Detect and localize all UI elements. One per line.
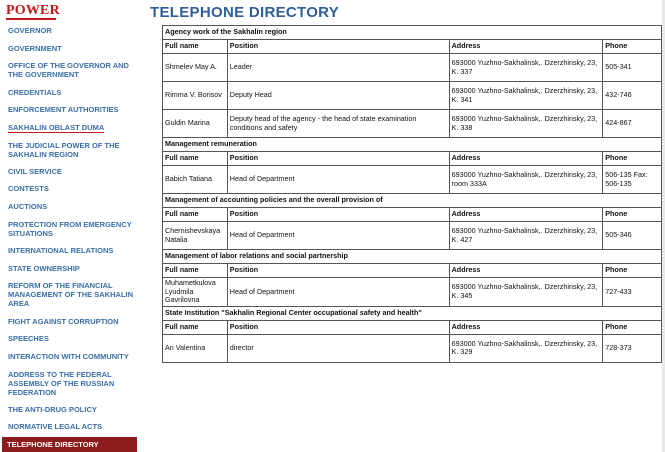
nav-item-label: TELEPHONE DIRECTORY: [7, 440, 99, 449]
column-header-row: [163, 208, 662, 222]
column-header: Position: [227, 320, 449, 334]
column-header: Phone: [603, 264, 662, 278]
brand-underline: [6, 18, 56, 20]
table-row: [163, 334, 662, 362]
table-cell: 693000 Yuzhno-Sakhalinsk,. Dzerzhinsky, 23, room 333A: [449, 166, 603, 194]
table-cell: Head of Department: [227, 166, 449, 194]
nav-item-governor[interactable]: GOVERNOR: [8, 26, 52, 35]
column-header: Position: [227, 40, 449, 54]
table-cell: director: [227, 334, 449, 362]
column-header: Full name: [163, 264, 228, 278]
nav-item-emergency[interactable]: PROTECTION FROM EMERGENCY SITUATIONS: [8, 220, 132, 238]
nav-item-government[interactable]: GOVERNMENT: [8, 44, 62, 53]
table-cell: An Valentina: [163, 334, 228, 362]
column-header-row: [163, 40, 662, 54]
table-row: [163, 278, 662, 307]
nav-item-duma[interactable]: SAKHALIN OBLAST DUMA: [8, 123, 105, 132]
nav-item-reform[interactable]: REFORM OF THE FINANCIAL MANAGEMENT OF THE SAKHALIN AREA: [8, 281, 133, 308]
column-header: Address: [449, 152, 603, 166]
column-header-row: [163, 152, 662, 166]
nav-item-international[interactable]: INTERNATIONAL RELATIONS: [8, 246, 114, 255]
column-header: Position: [227, 264, 449, 278]
nav-item-speeches[interactable]: SPEECHES: [8, 334, 49, 343]
table-cell: 727-433: [603, 278, 662, 307]
table-cell: 432-746: [603, 82, 662, 110]
directory-table: [162, 25, 662, 363]
table-cell: Muhametkulova Lyudmila Gavrilovna: [163, 278, 228, 307]
table-cell: Guldin Marina: [163, 110, 228, 138]
column-header-row: [163, 264, 662, 278]
sidebar: [0, 0, 140, 452]
table-cell: 728-373: [603, 334, 662, 362]
column-header: Full name: [163, 152, 228, 166]
table-cell: Rimma V. Borisov: [163, 82, 228, 110]
column-header: Position: [227, 152, 449, 166]
section-header-row: [163, 250, 662, 264]
section-header-row: [163, 26, 662, 40]
nav-item-state-ownership[interactable]: STATE OWNERSHIP: [8, 264, 80, 273]
column-header-row: [163, 320, 662, 334]
table-cell: 505-346: [603, 222, 662, 250]
nav-item-federal-address[interactable]: ADDRESS TO THE FEDERAL ASSEMBLY OF THE RUSSIAN FEDERATION: [8, 370, 115, 397]
nav-item-enforcement[interactable]: ENFORCEMENT AUTHORITIES: [8, 105, 119, 114]
column-header: Phone: [603, 320, 662, 334]
table-cell: Head of Department: [227, 278, 449, 307]
section-title: Management remuneration: [163, 138, 662, 152]
table-cell: 424-867: [603, 110, 662, 138]
column-header: Address: [449, 264, 603, 278]
column-header: Full name: [163, 320, 228, 334]
nav-item-auctions[interactable]: AUCTIONS: [8, 202, 48, 211]
table-row: [163, 82, 662, 110]
table-cell: 693000 Yuzhno-Sakhalinsk,. Dzerzhinsky, 23, K. 338: [449, 110, 603, 138]
table-cell: 693000 Yuzhno-Sakhalinsk,. Dzerzhinsky, 23, K. 427: [449, 222, 603, 250]
column-header: Full name: [163, 40, 228, 54]
table-cell: 505-341: [603, 54, 662, 82]
column-header: Phone: [603, 208, 662, 222]
table-cell: 693000 Yuzhno-Sakhalinsk,. Dzerzhinsky, 23, K. 341: [449, 82, 603, 110]
column-header: Address: [449, 208, 603, 222]
table-cell: Deputy head of the agency - the head of state examination conditions and safety: [227, 110, 449, 138]
nav-item-corruption[interactable]: FIGHT AGAINST CORRUPTION: [8, 317, 119, 326]
nav-item-legal-acts[interactable]: NORMATIVE LEGAL ACTS: [8, 422, 103, 431]
nav-item-office[interactable]: OFFICE OF THE GOVERNOR AND THE GOVERNMENT: [8, 61, 129, 79]
section-title: Management of accounting policies and the overall provision of: [163, 194, 662, 208]
table-cell: 693000 Yuzhno-Sakhalinsk,. Dzerzhinsky, 23, K. 337: [449, 54, 603, 82]
section-header-row: [163, 306, 662, 320]
section-title: State Institution "Sakhalin Regional Center occupational safety and health": [163, 306, 662, 320]
table-cell: Shmelev May A.: [163, 54, 228, 82]
brand-logo[interactable]: POWER: [6, 3, 60, 18]
nav-item-telephone-directory[interactable]: [2, 437, 137, 452]
column-header: Phone: [603, 152, 662, 166]
section-title: Management of labor relations and social partnership: [163, 250, 662, 264]
section-header-row: [163, 194, 662, 208]
section-title: Agency work of the Sakhalin region: [163, 26, 662, 40]
nav-item-judicial[interactable]: THE JUDICIAL POWER OF THE SAKHALIN REGION: [8, 141, 120, 159]
table-cell: Head of Department: [227, 222, 449, 250]
column-header: Full name: [163, 208, 228, 222]
table-cell: 693000 Yuzhno-Sakhalinsk,. Dzerzhinsky, 23, K. 345: [449, 278, 603, 307]
table-row: [163, 110, 662, 138]
column-header: Address: [449, 40, 603, 54]
table-cell: Chernishevskaya Natalia: [163, 222, 228, 250]
table-row: [163, 54, 662, 82]
column-header: Phone: [603, 40, 662, 54]
table-cell: Deputy Head: [227, 82, 449, 110]
column-header: Position: [227, 208, 449, 222]
nav-item-community[interactable]: INTERACTION WITH COMMUNITY: [8, 352, 129, 361]
table-row: [163, 222, 662, 250]
column-header: Address: [449, 320, 603, 334]
table-cell: 693000 Yuzhno-Sakhalinsk,. Dzerzhinsky, 23, K. 329: [449, 334, 603, 362]
table-cell: Babich Tatiana: [163, 166, 228, 194]
page-title: TELEPHONE DIRECTORY: [150, 4, 340, 21]
table-cell: Leader: [227, 54, 449, 82]
table-row: [163, 166, 662, 194]
nav-item-credentials[interactable]: CREDENTIALS: [8, 88, 62, 97]
nav-item-civil-service[interactable]: CIVIL SERVICE: [8, 167, 62, 176]
table-cell: 506-135 Fax: 506-135: [603, 166, 662, 194]
nav-item-anti-drug[interactable]: THE ANTI-DRUG POLICY: [8, 405, 97, 414]
nav-item-contests[interactable]: CONTESTS: [8, 184, 49, 193]
section-header-row: [163, 138, 662, 152]
